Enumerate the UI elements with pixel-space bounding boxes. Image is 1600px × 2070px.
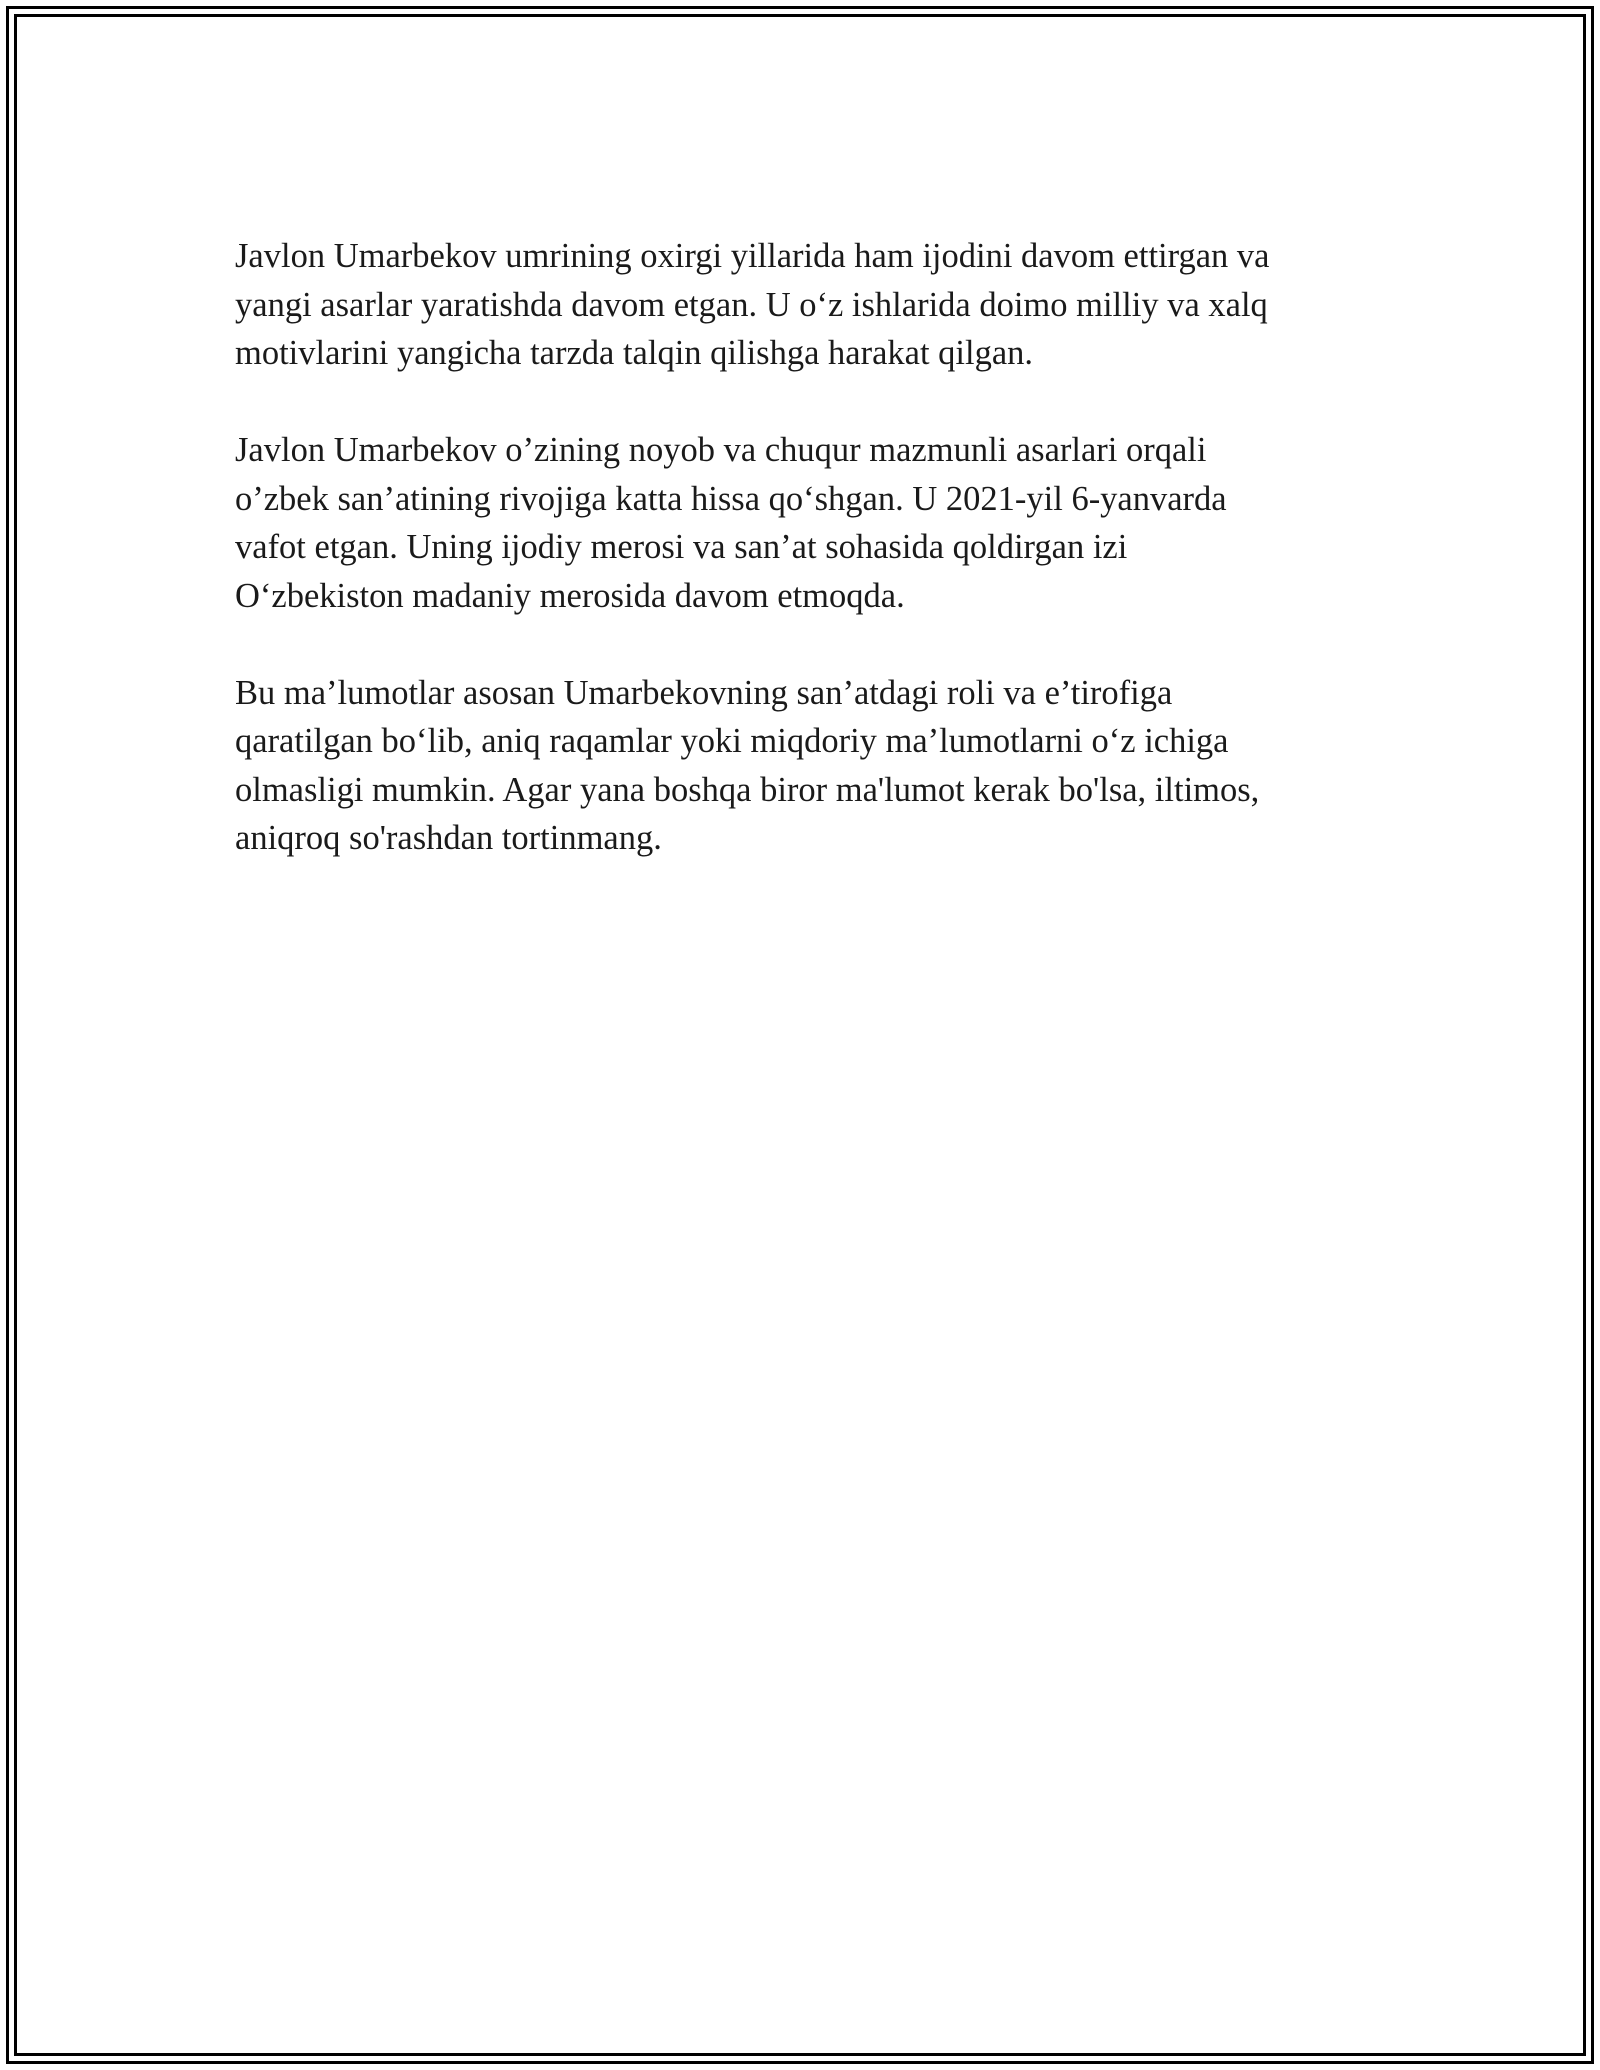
text-line: motivlarini yangicha tarzda talqin qilishga harakat qilgan.	[235, 334, 1034, 372]
text-line: o’zbek san’atining rivojiga katta hissa qo‘shgan. U 2021-yil 6-yanvarda	[235, 479, 1227, 518]
text-line: vafot etgan. Uning ijodiy merosi va san’at sohasida qoldirgan izi	[235, 528, 1128, 566]
paragraph-2	[235, 426, 1365, 620]
text-line: yangi asarlar yaratishda davom etgan. U o‘z ishlarida doimo milliy va xalq	[235, 285, 1268, 324]
text-line: qaratilgan bo‘lib, aniq raqamlar yoki miqdoriy ma’lumotlarni o‘z ichiga	[235, 722, 1229, 760]
text-line: Javlon Umarbekov o’zining noyob va chuqur mazmunli asarlari orqali	[235, 431, 1207, 469]
text-line: O‘zbekiston madaniy merosida davom etmoqda.	[235, 576, 905, 615]
text-line: aniqroq so'rashdan tortinmang.	[235, 819, 662, 857]
text-line: Bu ma’lumotlar asosan Umarbekovning san’atdagi roli va e’tirofiga	[235, 673, 1173, 712]
text-line: olmasligi mumkin. Agar yana boshqa biror ma'lumot kerak bo'lsa, iltimos,	[235, 770, 1260, 809]
document-body	[235, 232, 1365, 911]
paragraph-3	[235, 669, 1365, 863]
text-line: Javlon Umarbekov umrining oxirgi yillarida ham ijodini davom ettirgan va	[235, 237, 1270, 275]
paragraph-1	[235, 232, 1365, 378]
